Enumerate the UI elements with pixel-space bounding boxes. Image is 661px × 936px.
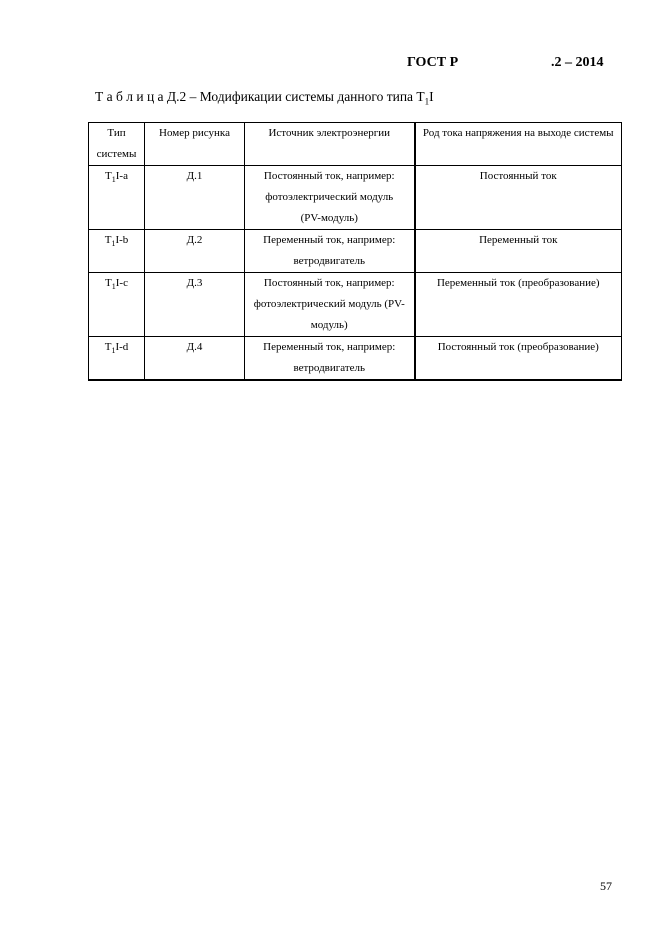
type-suffix: I-d [115, 341, 129, 353]
type-subscript: 1 [111, 239, 116, 249]
table-row [89, 230, 622, 273]
cell-source: Постоянный ток, например: фотоэлектрический модуль (PV-модуль) [245, 273, 415, 337]
table-row [89, 273, 622, 337]
table-header-row [89, 123, 622, 166]
cell-figure: Д.3 [145, 273, 245, 337]
page-number: 57 [600, 879, 612, 893]
col-header-figure: Номер рисунка [145, 123, 245, 166]
cell-figure: Д.2 [145, 230, 245, 273]
type-prefix: T [104, 234, 112, 246]
cell-output: Постоянный ток (преобразование) [415, 337, 622, 381]
type-prefix: T [105, 277, 112, 289]
col-header-type: Тип системы [89, 123, 145, 166]
cell-type [89, 273, 145, 337]
type-suffix: I-b [115, 234, 129, 246]
type-prefix: T [105, 170, 112, 182]
cell-type [89, 337, 145, 381]
type-suffix: I-a [115, 170, 128, 182]
table-row [89, 166, 622, 230]
type-prefix: T [104, 341, 112, 353]
caption-text: Т а б л и ц а Д.2 – Модификации системы данного типа Т [95, 89, 425, 104]
cell-figure: Д.4 [145, 337, 245, 381]
cell-type [89, 166, 145, 230]
cell-output: Переменный ток [415, 230, 622, 273]
cell-output: Постоянный ток [415, 166, 622, 230]
col-header-source: Источник электроэнергии [245, 123, 415, 166]
modifications-table [88, 122, 622, 381]
cell-source: Переменный ток, например: ветродвигатель [245, 230, 415, 273]
type-subscript: 1 [111, 346, 116, 356]
table-row [89, 337, 622, 381]
type-subscript: 1 [111, 175, 116, 185]
cell-output: Переменный ток (преобразование) [415, 273, 622, 337]
caption-suffix: I [429, 89, 434, 104]
page-header [0, 55, 661, 75]
cell-figure: Д.1 [145, 166, 245, 230]
standard-number: .2 – 2014 [551, 55, 604, 70]
cell-type [89, 230, 145, 273]
caption-subscript: 1 [424, 96, 430, 107]
standard-name: ГОСТ Р [407, 55, 459, 70]
cell-source: Постоянный ток, например: фотоэлектрический модуль (PV-модуль) [245, 166, 415, 230]
type-suffix: I-c [115, 277, 128, 289]
type-subscript: 1 [111, 282, 116, 292]
col-header-output: Род тока напряжения на выходе системы [415, 123, 622, 166]
cell-source: Переменный ток, например: ветродвигатель [245, 337, 415, 381]
table-caption [95, 89, 434, 107]
